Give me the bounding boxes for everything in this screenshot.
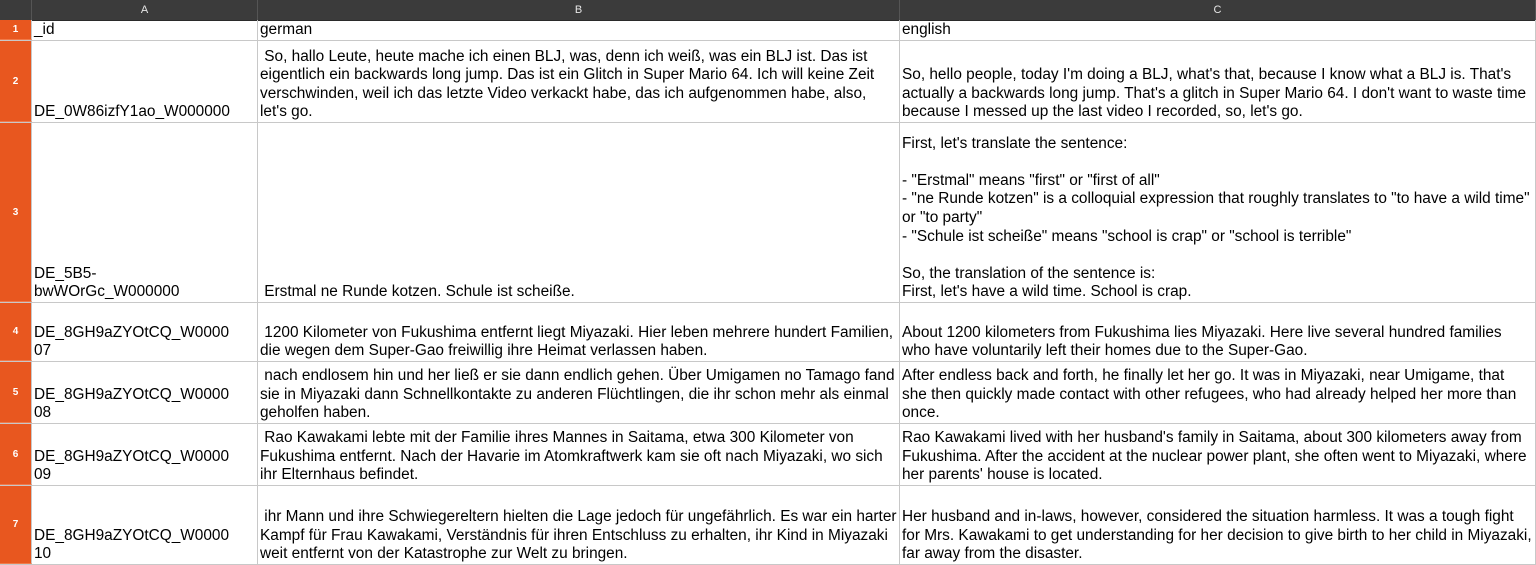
cell-german[interactable] xyxy=(258,362,900,423)
cell-text: So, hello people, today I'm doing a BLJ, what's that, because I know what a BLJ is. That's actually a backwards long jump. That's a glitch in Super Mario 64. I don't want to waste time because I messed up the last video I recorded, so, let's go. xyxy=(902,66,1531,121)
cell-text: Erstmal ne Runde kotzen. Schule ist scheiße. xyxy=(260,283,575,301)
cell-text: nach endlosem hin und her ließ er sie dann endlich gehen. Über Umigamen no Tamago fand sie in Miyazaki dann Schnellkontakte zu anderen Flüchtlingen, die ihr schon mehr als einmal geholfen haben. xyxy=(260,367,899,422)
table-row xyxy=(0,123,1536,303)
cell-text: 1200 Kilometer von Fukushima entfernt liegt Miyazaki. Hier leben mehrere hundert Familien, die wegen dem Super-Gao freiwillig ihre Heimat verlassen haben. xyxy=(260,323,898,360)
row-header[interactable]: 1 xyxy=(0,20,32,40)
cell-english[interactable] xyxy=(900,20,1536,40)
cell-text: ihr Mann und ihre Schwiegereltern hielten die Lage jedoch für ungefährlich. Es war ein harter Kampf für Frau Kawakami, Verständnis für ihren Entschluss zu erhalten, ihr Kind in Miyazaki weit entfernt von der Katastrophe zur Welt zu bringen. xyxy=(260,508,901,563)
cell-id[interactable] xyxy=(32,123,258,302)
row-header[interactable]: 2 xyxy=(0,41,32,122)
cell-text: Her husband and in-laws, however, considered the situation harmless. It was a tough fight for Mrs. Kawakami to get understanding for her decision to give birth to her child in Miyazaki, far away from the disaster. xyxy=(902,508,1536,563)
cell-english[interactable] xyxy=(900,424,1536,485)
cell-id[interactable] xyxy=(32,41,258,122)
column-header-b[interactable]: B xyxy=(258,0,900,20)
cell-text: DE_5B5- bwWOrGc_W000000 xyxy=(34,264,180,301)
cell-text: About 1200 kilometers from Fukushima lies Miyazaki. Here live several hundred families who have voluntarily left their homes due to the Super-Gao. xyxy=(902,323,1506,360)
sheet-rows xyxy=(0,20,1536,565)
select-all-corner[interactable] xyxy=(0,0,32,20)
cell-text: _id xyxy=(34,21,55,39)
cell-english[interactable] xyxy=(900,123,1536,302)
cell-id[interactable] xyxy=(32,20,258,40)
cell-text: english xyxy=(902,21,951,39)
cell-text: german xyxy=(260,21,313,39)
cell-english[interactable] xyxy=(900,362,1536,423)
row-header[interactable]: 4 xyxy=(0,303,32,361)
row-header[interactable]: 5 xyxy=(0,362,32,423)
cell-german[interactable] xyxy=(258,486,900,564)
cell-text: So, hallo Leute, heute mache ich einen BLJ, was, denn ich weiß, was ein BLJ ist. Das ist eigentlich ein backwards long jump. Das ist ein Glitch in Super Mario 64. Ich will keine Zeit verschwinden, weil ich das letzte Video verkackt habe, das ich aufgenommen habe, also, let's go. xyxy=(260,47,879,121)
table-row xyxy=(0,486,1536,565)
cell-german[interactable] xyxy=(258,20,900,40)
cell-text: DE_8GH9aZYOtCQ_W0000 10 xyxy=(34,526,230,563)
table-row xyxy=(0,424,1536,486)
table-row xyxy=(0,362,1536,424)
cell-english[interactable] xyxy=(900,41,1536,122)
cell-english[interactable] xyxy=(900,486,1536,564)
cell-text: First, let's translate the sentence: - "Erstmal" means "first" or "first of all" - "ne Runde kotzen" is a colloquial expression that roughly translates to "to have a wild time" or "to party" - "Schule ist scheiße" means "school is crap" or "school is terrible" So, the translation of the sentence is: First, let's have a wild time. School is crap. xyxy=(902,134,1530,301)
cell-english[interactable] xyxy=(900,303,1536,361)
cell-german[interactable] xyxy=(258,123,900,302)
cell-text: After endless back and forth, he finally let her go. It was in Miyazaki, near Umigame, that she then quickly made contact with other refugees, who had already helped her more than once. xyxy=(902,367,1521,422)
table-row xyxy=(0,303,1536,362)
row-header[interactable]: 7 xyxy=(0,486,32,564)
column-header-c[interactable]: C xyxy=(900,0,1536,20)
cell-german[interactable] xyxy=(258,41,900,122)
row-header[interactable]: 6 xyxy=(0,424,32,485)
cell-text: DE_0W86izfY1ao_W000000 xyxy=(34,103,230,121)
cell-text: Rao Kawakami lebte mit der Familie ihres Mannes in Saitama, etwa 300 Kilometer von Fukushima entfernt. Nach der Havarie im Atomkraftwerk kam sie oft nach Miyazaki, wo sich ihr Elternhaus befindet. xyxy=(260,429,887,484)
cell-id[interactable] xyxy=(32,424,258,485)
cell-text: DE_8GH9aZYOtCQ_W0000 08 xyxy=(34,385,230,422)
cell-german[interactable] xyxy=(258,303,900,361)
table-row xyxy=(0,20,1536,41)
cell-text: Rao Kawakami lived with her husband's family in Saitama, about 300 kilometers away from Fukushima. After the accident at the nuclear power plant, she often went to Miyazaki, where her parents' house is located. xyxy=(902,429,1531,484)
cell-id[interactable] xyxy=(32,362,258,423)
cell-text: DE_8GH9aZYOtCQ_W0000 07 xyxy=(34,323,230,360)
row-header[interactable]: 3 xyxy=(0,123,32,302)
column-header-a[interactable]: A xyxy=(32,0,258,20)
cell-german[interactable] xyxy=(258,424,900,485)
column-header-bar xyxy=(0,0,1536,21)
cell-id[interactable] xyxy=(32,303,258,361)
cell-id[interactable] xyxy=(32,486,258,564)
cell-text: DE_8GH9aZYOtCQ_W0000 09 xyxy=(34,447,230,484)
table-row xyxy=(0,41,1536,123)
